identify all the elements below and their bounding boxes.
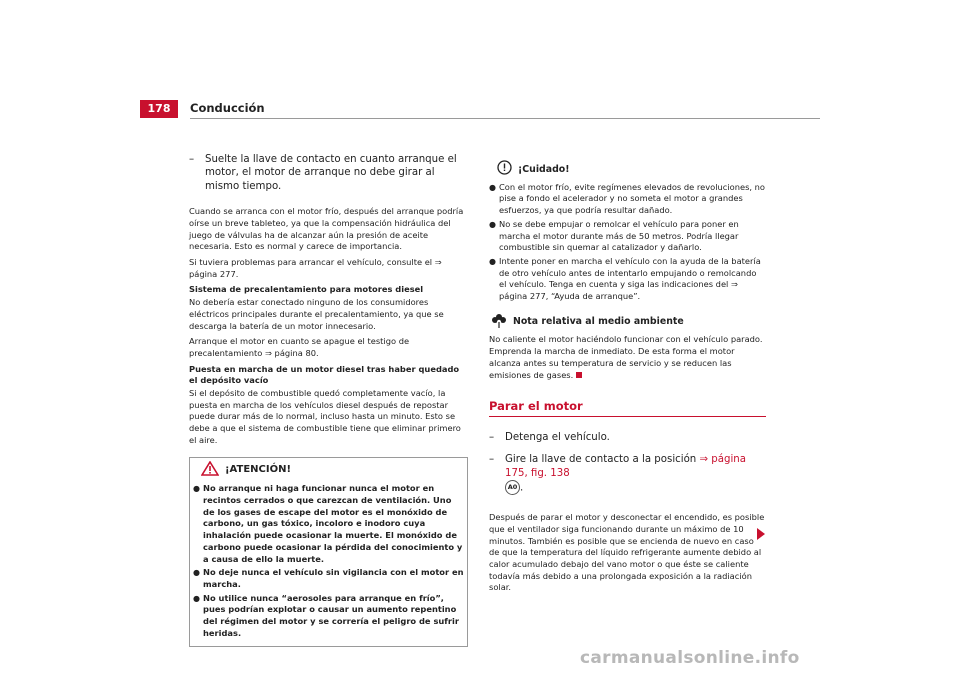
bullet-dot-icon: ●: [489, 219, 496, 229]
instruction-step: [489, 431, 766, 444]
key-position-badge: A0: [505, 480, 520, 495]
instruction-step: [489, 453, 766, 495]
end-of-section-mark: [576, 372, 582, 378]
page-header-title: Conducción: [190, 101, 265, 115]
paragraph-starting-problems: Si tuviera problemas para arrancar el vehículo, consulte el ⇒ página 277.: [189, 257, 442, 279]
next-page-arrow-icon: [757, 528, 765, 540]
environment-paragraph: [489, 334, 766, 381]
exclamation-circle-icon: [497, 160, 512, 179]
paragraph-cold-start: Cuando se arranca con el motor frío, después del arranque podría oírse un breve tableteo, ya que la compensación hidráulica del juego de válvulas ha de alcanzar aún la presión de aceite necesaria. Esto es normal y carece de importancia.: [189, 206, 464, 252]
bullet-dot-icon: ●: [489, 256, 496, 266]
section-heading: Parar el motor: [489, 401, 766, 417]
warning-title-row: [193, 461, 464, 480]
caution-bullet-text: Con el motor frío, evite regímenes elevados de revoluciones, no pise a fondo el acelerador y no someta el motor a grandes esfuerzos, ya que podría resultar dañado.: [499, 181, 766, 216]
paragraph-empty-tank: Si el depósito de combustible quedó completamente vacío, la puesta en marcha de los vehículos diesel después de repostar puede durar más de lo normal, incluso hasta un minuto. Esto se debe a que el sistema de combustible tiene que eliminar primero el aire.: [189, 388, 461, 445]
environment-title: Nota relativa al medio ambiente: [513, 316, 684, 328]
step-dash: –: [189, 154, 195, 165]
header-rule: [190, 118, 820, 119]
warning-box: [189, 457, 468, 648]
subheading-empty-tank: Puesta en marcha de un motor diesel tras haber quedado el depósito vacío: [189, 363, 460, 386]
caution-bullet: [489, 219, 766, 254]
warning-bullet: [193, 593, 464, 640]
watermark: carmanualsonline.info: [580, 648, 800, 668]
bullet-dot-icon: ●: [193, 593, 200, 603]
caution-title: ¡Cuidado!: [518, 163, 570, 175]
paragraph-preheat-lamp: Arranque el motor en cuanto se apague el testigo de precalentamiento ⇒ página 80.: [189, 336, 410, 358]
bullet-dot-icon: ●: [193, 484, 200, 494]
step-suffix: .: [520, 482, 524, 494]
subheading-preheating: Sistema de precalentamiento para motores diesel: [189, 284, 424, 295]
instruction-step: [189, 153, 468, 193]
warning-triangle-icon: [201, 461, 219, 480]
right-column: [489, 160, 766, 598]
paragraph-fan: Después de parar el motor y desconectar el encendido, es posible que el ventilador siga funcionando durante un máximo de 10 minutos. También es posible que se encienda de nuevo en caso de que la temperatura del líquido refrigerante aumente debido al calor acumulado debajo del vano motor o que éste se caliente todavía más debido a una prolongada exposición a la radiación solar.: [489, 512, 765, 593]
caution-title-row: [489, 160, 766, 179]
flower-icon: [491, 313, 507, 332]
environment-text: No caliente el motor haciéndolo funcionar con el vehículo parado. Emprenda la marcha de inmediato. De esta forma el motor alcanza antes su temperatura de servicio y se reducen las emisiones de gases.: [489, 334, 763, 380]
page-reference-link[interactable]: ⇒ página 175, fig. 138: [505, 454, 746, 479]
step-dash: –: [489, 431, 495, 443]
warning-bullet-text: No utilice nunca “aerosoles para arranque en frío”, pues podrían explotar o causar un aumento repentino del régimen del motor y se correría el peligro de sufrir heridas.: [203, 592, 459, 638]
stop-engine-steps: [489, 431, 766, 495]
caution-bullet: [489, 182, 766, 217]
step-text: Detenga el vehículo.: [505, 431, 610, 443]
left-column: [189, 153, 468, 647]
warning-title: ¡ATENCIÓN!: [225, 464, 292, 476]
warning-bullet-text: No arranque ni haga funcionar nunca el motor en recintos cerrados o que carezcan de ventilación. Uno de los gases de escape del motor es el monóxido de carbono, un gas tóxico, incoloro e inodoro cuya inhalación puede ocasionar la muerte. El monóxido de carbono puede ocasionar la pérdida del conocimiento y a causa de ello la muerte.: [203, 483, 463, 564]
warning-bullet: [193, 567, 464, 590]
warning-bullet: [193, 483, 464, 565]
bullet-dot-icon: ●: [193, 568, 200, 578]
caution-bullet-text: No se debe empujar o remolcar el vehículo para poner en marcha el motor durante más de 50 metros. Podría llegar combustible sin quemar al catalizador y dañarlo.: [499, 218, 739, 253]
caution-bullet-text: Intente poner en marcha el vehículo con la ayuda de la batería de otro vehículo antes de intentarlo empujando o remolcando el vehículo. Tenga en cuenta y siga las indicaciones del ⇒ página 277, “Ayuda de arranque”.: [499, 255, 761, 302]
spacer: [489, 504, 766, 512]
warning-bullet-text: No deje nunca el vehículo sin vigilancia con el motor en marcha.: [203, 567, 464, 589]
caution-bullet: [489, 256, 766, 303]
step-text: Gire la llave de contacto a la posición: [505, 454, 697, 466]
step-dash: –: [489, 454, 495, 466]
page-number: 178: [140, 100, 178, 118]
environment-title-row: [489, 313, 766, 332]
step-text: Suelte la llave de contacto en cuanto arranque el motor, el motor de arranque no debe girar al mismo tiempo.: [205, 154, 457, 192]
bullet-dot-icon: ●: [489, 182, 496, 192]
paragraph-preheating: No debería estar conectado ninguno de los consumidores eléctricos principales durante el precalentamiento, ya que se descarga la batería de un motor innecesario.: [189, 297, 444, 331]
